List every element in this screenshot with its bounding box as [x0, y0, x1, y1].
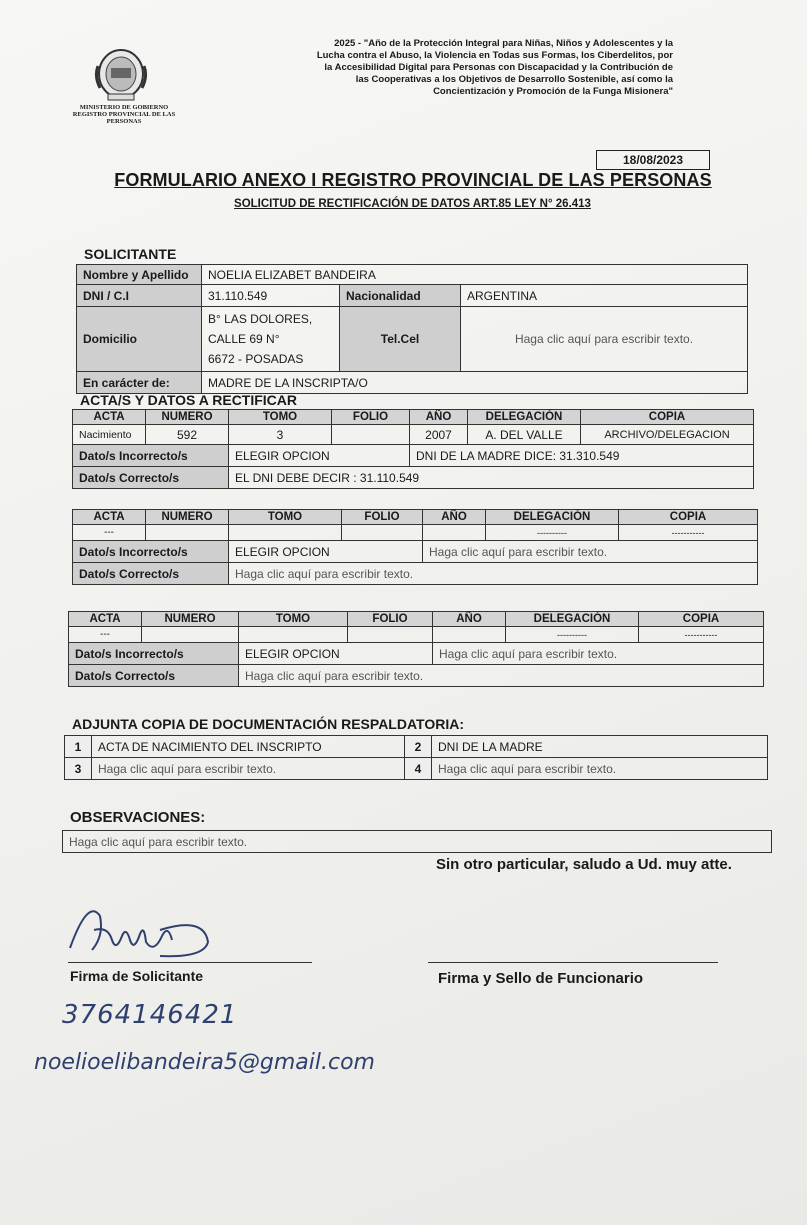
- delegacion-cell[interactable]: A. DEL VALLE: [468, 425, 581, 445]
- dni-field[interactable]: 31.110.549: [202, 285, 340, 307]
- acta-block-2: [72, 509, 758, 585]
- numero-cell[interactable]: 592: [146, 425, 229, 445]
- tomo-cell[interactable]: [239, 627, 348, 643]
- signature-line-funcionario: [428, 962, 718, 963]
- correct-label: Dato/s Correcto/s: [73, 467, 229, 489]
- col-numero: NUMERO: [142, 612, 239, 627]
- domicilio-line-2: 6672 - POSADAS: [208, 352, 304, 366]
- handwritten-email: noelioelibandeira5@gmail.com: [34, 1050, 375, 1075]
- col-copia: COPIA: [639, 612, 764, 627]
- doc-field[interactable]: DNI DE LA MADRE: [432, 736, 768, 758]
- handwritten-phone: 3764146421: [62, 1000, 238, 1030]
- col-delegacion: DELEGACIÓN: [486, 510, 619, 525]
- tomo-cell[interactable]: 3: [229, 425, 332, 445]
- closing-text: Sin otro particular, saludo a Ud. muy atte.: [436, 856, 732, 873]
- tomo-cell[interactable]: [229, 525, 342, 541]
- col-delegacion: DELEGACIÓN: [506, 612, 639, 627]
- domicilio-label: Domicilio: [77, 307, 202, 372]
- caracter-field[interactable]: MADRE DE LA INSCRIPTA/O: [202, 372, 748, 394]
- numero-cell[interactable]: [146, 525, 229, 541]
- col-copia: COPIA: [581, 410, 754, 425]
- adjunta-table: [64, 735, 768, 780]
- acta-block-3: [68, 611, 764, 687]
- acta-cell[interactable]: ---: [73, 525, 146, 541]
- firma-funcionario-label: Firma y Sello de Funcionario: [438, 970, 644, 987]
- numero-cell[interactable]: [142, 627, 239, 643]
- observaciones-field[interactable]: Haga clic aquí para escribir texto.: [63, 831, 772, 853]
- copia-cell[interactable]: -----------: [619, 525, 758, 541]
- col-tomo: TOMO: [229, 410, 332, 425]
- opcion-dropdown[interactable]: ELEGIR OPCION: [229, 541, 423, 563]
- delegacion-cell[interactable]: ----------: [506, 627, 639, 643]
- incorrect-field[interactable]: Haga clic aquí para escribir texto.: [433, 643, 764, 665]
- nacionalidad-label: Nacionalidad: [340, 285, 461, 307]
- incorrect-label: Dato/s Incorrecto/s: [73, 541, 229, 563]
- incorrect-field[interactable]: DNI DE LA MADRE DICE: 31.310.549: [410, 445, 754, 467]
- coat-of-arms-logo: [90, 46, 152, 106]
- incorrect-label: Dato/s Incorrecto/s: [73, 445, 229, 467]
- doc-field[interactable]: Haga clic aquí para escribir texto.: [432, 758, 768, 780]
- doc-number: 4: [405, 758, 432, 780]
- nacionalidad-field[interactable]: ARGENTINA: [461, 285, 748, 307]
- col-anio: AÑO: [433, 612, 506, 627]
- copia-cell[interactable]: ARCHIVO/DELEGACION: [581, 425, 754, 445]
- date-field[interactable]: 18/08/2023: [596, 150, 710, 170]
- actas-heading: ACTA/S Y DATOS A RECTIFICAR: [80, 392, 298, 408]
- col-acta: ACTA: [73, 510, 146, 525]
- col-folio: FOLIO: [342, 510, 423, 525]
- col-acta: ACTA: [69, 612, 142, 627]
- tel-label: Tel.Cel: [340, 307, 461, 372]
- nombre-label: Nombre y Apellido: [77, 265, 202, 285]
- folio-cell[interactable]: [332, 425, 410, 445]
- signature-line-solicitante: [68, 962, 312, 963]
- incorrect-label: Dato/s Incorrecto/s: [69, 643, 239, 665]
- acta-cell[interactable]: Nacimiento: [73, 425, 146, 445]
- observaciones-heading: OBSERVACIONES:: [70, 809, 206, 826]
- firma-solicitante-label: Firma de Solicitante: [70, 968, 204, 984]
- correct-label: Dato/s Correcto/s: [69, 665, 239, 687]
- solicitante-heading: SOLICITANTE: [84, 246, 177, 262]
- col-anio: AÑO: [423, 510, 486, 525]
- col-numero: NUMERO: [146, 410, 229, 425]
- doc-number: 3: [65, 758, 92, 780]
- domicilio-line-1: B° LAS DOLORES, CALLE 69 N°: [208, 312, 313, 346]
- col-copia: COPIA: [619, 510, 758, 525]
- correct-field[interactable]: Haga clic aquí para escribir texto.: [239, 665, 764, 687]
- solicitante-table: [76, 264, 748, 394]
- signature-drawing: [64, 896, 224, 962]
- caracter-label: En carácter de:: [77, 372, 202, 394]
- opcion-dropdown[interactable]: ELEGIR OPCION: [229, 445, 410, 467]
- col-anio: AÑO: [410, 410, 468, 425]
- correct-field[interactable]: EL DNI DEBE DECIR : 31.110.549: [229, 467, 754, 489]
- adjunta-heading: ADJUNTA COPIA DE DOCUMENTACIÓN RESPALDATORIA:: [72, 716, 464, 732]
- year-motto: 2025 - "Año de la Protección Integral para Niñas, Niños y Adolescentes y la Lucha contra el Abuso, la Violencia en Todas sus Formas, los Ciberdelitos, por la Accesibilidad Digital para Personas con Discapacidad y la Contribución de las Cooperativas a los Objetivos de Desarrollo Sostenible, así como la Concientización y Promoción de la Funga Misionera": [316, 38, 673, 97]
- nombre-field[interactable]: NOELIA ELIZABET BANDEIRA: [202, 265, 748, 285]
- col-tomo: TOMO: [229, 510, 342, 525]
- folio-cell[interactable]: [348, 627, 433, 643]
- anio-cell[interactable]: [433, 627, 506, 643]
- dni-label: DNI / C.I: [77, 285, 202, 307]
- correct-label: Dato/s Correcto/s: [73, 563, 229, 585]
- observaciones-table: [62, 830, 772, 853]
- anio-cell[interactable]: 2007: [410, 425, 468, 445]
- domicilio-field[interactable]: [202, 307, 340, 372]
- delegacion-cell[interactable]: ----------: [486, 525, 619, 541]
- folio-cell[interactable]: [342, 525, 423, 541]
- ministry-name: MINISTERIO DE GOBIERNO REGISTRO PROVINCIAL DE LAS PERSONAS: [72, 104, 176, 125]
- col-folio: FOLIO: [332, 410, 410, 425]
- col-acta: ACTA: [73, 410, 146, 425]
- doc-field[interactable]: Haga clic aquí para escribir texto.: [92, 758, 405, 780]
- col-tomo: TOMO: [239, 612, 348, 627]
- col-numero: NUMERO: [146, 510, 229, 525]
- incorrect-field[interactable]: Haga clic aquí para escribir texto.: [423, 541, 758, 563]
- doc-number: 1: [65, 736, 92, 758]
- doc-number: 2: [405, 736, 432, 758]
- acta-block-1: [72, 409, 754, 489]
- opcion-dropdown[interactable]: ELEGIR OPCION: [239, 643, 433, 665]
- anio-cell[interactable]: [423, 525, 486, 541]
- acta-cell[interactable]: ---: [69, 627, 142, 643]
- copia-cell[interactable]: -----------: [639, 627, 764, 643]
- page-subtitle: SOLICITUD DE RECTIFICACIÓN DE DATOS ART.85 LEY N° 26.413: [234, 198, 591, 210]
- col-delegacion: DELEGACIÓN: [468, 410, 581, 425]
- tel-field[interactable]: Haga clic aquí para escribir texto.: [461, 307, 748, 372]
- correct-field[interactable]: Haga clic aquí para escribir texto.: [229, 563, 758, 585]
- page-title: FORMULARIO ANEXO I REGISTRO PROVINCIAL DE LAS PERSONAS: [114, 170, 712, 190]
- col-folio: FOLIO: [348, 612, 433, 627]
- doc-field[interactable]: ACTA DE NACIMIENTO DEL INSCRIPTO: [92, 736, 405, 758]
